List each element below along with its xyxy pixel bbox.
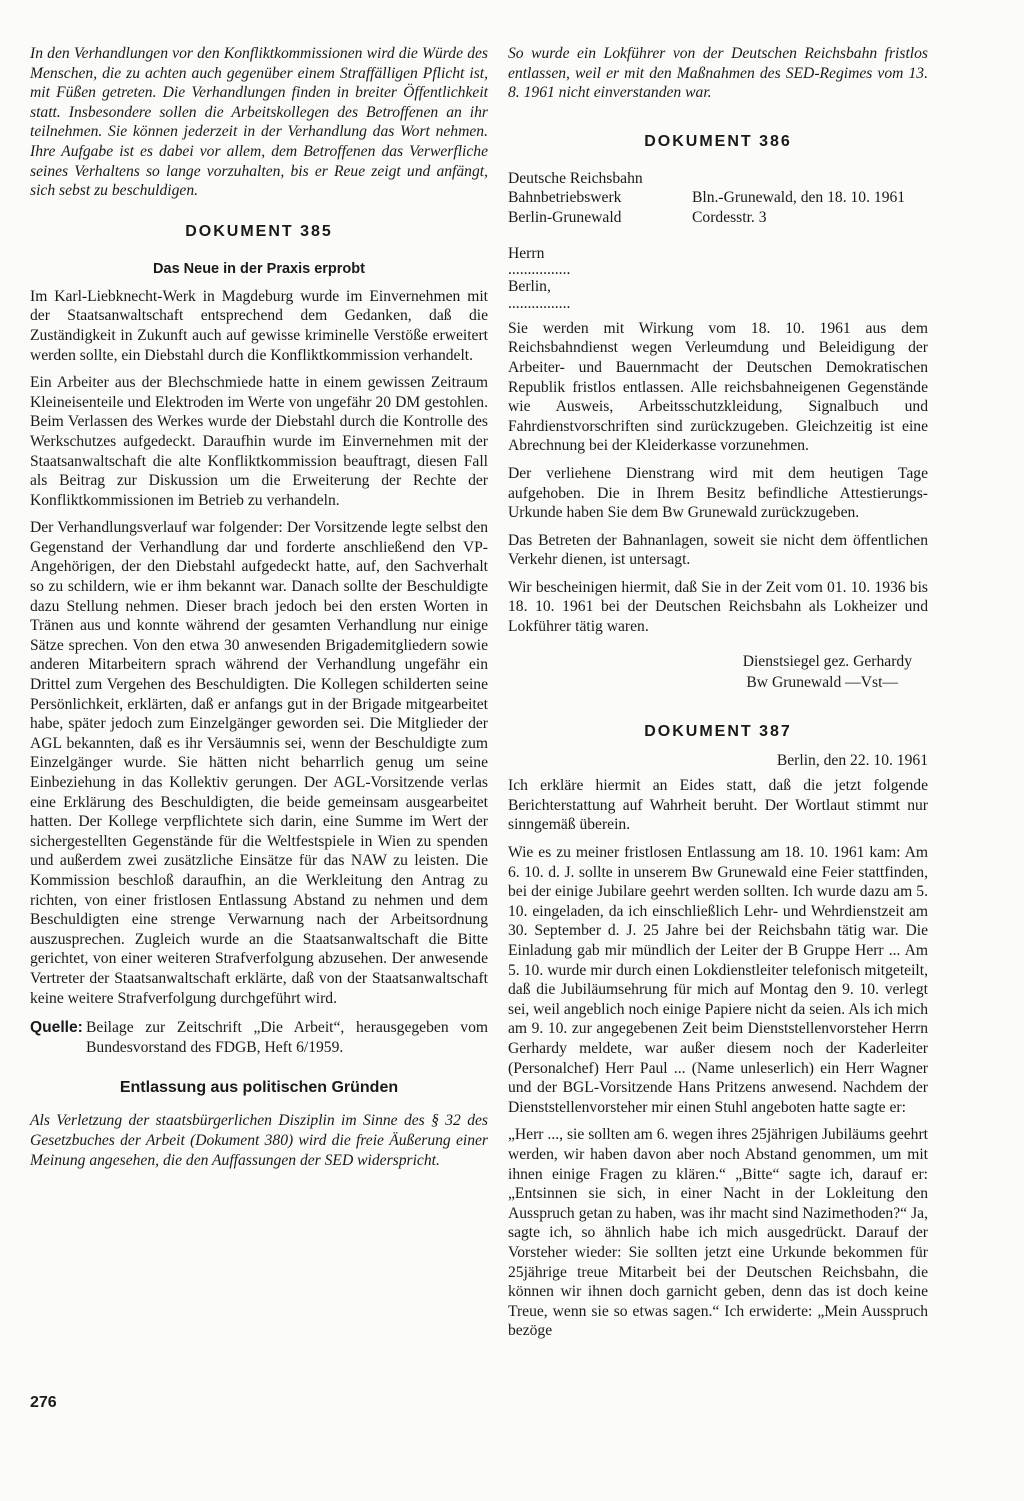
addressee-line: Herrn: [508, 244, 545, 262]
right-column: [508, 44, 928, 1349]
addressee-block: [508, 244, 928, 311]
letterhead: [508, 169, 928, 228]
addressee-line: Berlin,: [508, 278, 551, 296]
dokument-387-heading: DOKUMENT 387: [644, 722, 792, 740]
source-citation: [30, 1018, 488, 1057]
dokument-387-date: Berlin, den 22. 10. 1961: [776, 751, 928, 769]
signature-line: Bw Grunewald —Vst—: [746, 673, 898, 691]
dokument-385-subheading: Das Neue in der Praxis erprobt: [153, 260, 365, 277]
dokument-386-heading: DOKUMENT 386: [644, 132, 792, 150]
intro-paragraph-left: In den Verhandlungen vor den Konfliktkommissionen wird die Würde des Menschen, die zu achten auch gegenüber einem Straffälligen Pflicht ist, mit Füßen getreten. Die Verhandlungen finden in breiter Öffentlichkeit statt. Insbesondere sollen die Arbeitskollegen des Betroffenen an ihr teilnehmen. Sie können jederzeit in der Verhandlung das Wort nehmen. Ihre Aufgabe ist es dabei vor allem, dem Betroffenen das Verwerfliche seines Verhaltens so lange vorzuhalten, bis er Reue zeigt und anfängt, sich sebst zu beschuldigen.: [30, 45, 488, 200]
dokument-386-paragraph-1: Sie werden mit Wirkung vom 18. 10. 1961 aus dem Reichsbahndienst wegen Verleumdung und Beleidigung der Arbeiter- und Bauernmacht der Deutschen Demokratischen Republik fristlos entlassen. Alle reichsbahneigenen Gegenstände wie Ausweis, Arbeitsschutzkleidung, Signalbuch und Fahrdienstvorschriften sind zurückzugeben. Gleichzeitig ist eine Abrechnung bei der Kleiderkasse vorzunehmen.: [508, 319, 928, 455]
source-label: Quelle:: [30, 1019, 83, 1037]
sender-block: [508, 169, 643, 228]
source-text: Beilage zur Zeitschrift „Die Arbeit“, herausgegeben vom Bundesvorstand des FDGB, Heft 6/1959.: [86, 1019, 488, 1056]
dokument-387-paragraph-3: „Herr ..., sie sollten am 6. wegen ihres 25jährigen Jubiläums geehrt werden, wir haben davon aber noch Abstand genommen, um mit ihnen einige Fragen zu klären.“ „Bitte“ sagte ich, darauf er: „Entsinnen sie sich, in einer Nacht in der Lokleitung den Ausspruch getan zu haben, was ihr macht sind Nazimethoden?“ Ja, sagte ich, so ähnlich habe ich mich ausgedrückt. Darauf der Vorsteher wieder: Sie sollten jetzt eine Urkunde bekommen für 25jährige treue Mitarbeit bei der Deutschen Reichsbahn, die können wir ihnen doch garnicht geben, denn das ist doch keine Treue, wenn sie so etwas sagen.“ Ich erwiderte: „Mein Ausspruch bezöge: [508, 1126, 928, 1340]
dokument-385-heading: DOKUMENT 385: [185, 222, 333, 240]
dokument-387-paragraph-2: Wie es zu meiner fristlosen Entlassung am 18. 10. 1961 kam: Am 6. 10. d. J. sollte in unserem Bw Grunewald eine Feier stattfinden, bei der einige Jubilare geehrt werden sollten. Ich wurde dazu am 5. 10. eingeladen, da ich einschließlich Lehr- und Wehrdienstzeit am 30. September d. J. 25 Jahre bei der Reichsbahn tätig war. Die Einladung gab mir mündlich der Leiter der B Gruppe Herr ... Am 5. 10. wurde mir durch einen Lokdienstleiter telefonisch mitgeteilt, daß die Jubiläumsehrung für mich auf Montag den 9. 10. verlegt sei, weil angeblich noch einige Papiere nicht da seien. Als ich mich am 9. 10. zur angegebenen Zeit beim Dienststellenvorsteher Herrn Gerhardy meldete, war außer diesem noch der Kaderleiter (Personalchef) Herr Paul ... (Name unleserlich) ein Herr Wagner und der BGL-Vorsitzende Hans Pritzens anwesend. Nachdem der Dienststellenvorsteher mir einen Stuhl angeboten hatte sagte er:: [508, 844, 928, 1116]
addressee-line: ................: [508, 294, 571, 312]
left-column: [30, 44, 488, 1178]
signature-line: Dienstsiegel gez. Gerhardy: [742, 652, 912, 670]
page-number: 276: [30, 1394, 57, 1411]
intro-paragraph-right: So wurde ein Lokführer von der Deutschen Reichsbahn fristlos entlassen, weil er mit den Maßnahmen des SED-Regimes vom 13. 8. 1961 nicht einverstanden war.: [508, 45, 928, 102]
place-date-block: [692, 169, 928, 228]
dokument-386-paragraph-4: Wir bescheinigen hiermit, daß Sie in der Zeit vom 01. 10. 1936 bis 18. 10. 1961 bei der Deutschen Reichsbahn als Lokheizer und Lokführer tätig waren.: [508, 578, 928, 636]
sender-line: Bahnbetriebswerk: [508, 189, 622, 207]
dokument-386-paragraph-3: Das Betreten der Bahnanlagen, soweit sie nicht dem öffentlichen Verkehr dienen, ist untersagt.: [508, 531, 928, 569]
section-intro-paragraph: Als Verletzung der staatsbürgerlichen Disziplin im Sinne des § 32 des Gesetzbuches der Arbeit (Dokument 380) wird die freie Äußerung einer Meinung angesehen, die den Auffassungen der SED widerspricht.: [30, 1112, 488, 1169]
dokument-386-paragraph-2: Der verliehene Dienstrang wird mit dem heutigen Tage aufgehoben. Die in Ihrem Besitz befindliche Attestierungs-Urkunde haben Sie dem Bw Grunewald zurückzugeben.: [508, 464, 928, 522]
dokument-385-paragraph-2: Ein Arbeiter aus der Blechschmiede hatte in einem gewissen Zeitraum Kleineisenteile und Elektroden im Werte von ungefähr 20 DM gestohlen. Beim Verlassen des Werkes wurde der Diebstahl durch die Kontrolle des Werkschutzes aufgedeckt. Daraufhin wurde im Einvernehmen mit der Staatsanwaltschaft die alte Konfliktkommission beauftragt, diesen Fall als Beitrag zur Diskussion um die Erweiterung der Rechte der Konfliktkommissionen im Betrieb zu verhandeln.: [30, 374, 488, 509]
addressee-line: ................: [508, 261, 571, 279]
signature-block: [508, 651, 928, 693]
dokument-387-paragraph-1: Ich erkläre hiermit an Eides statt, daß die jetzt folgende Berichterstattung auf Wahrheit beruht. Der Wortlaut stimmt nur sinngemäß überein.: [508, 777, 928, 834]
dokument-385-paragraph-1: Im Karl-Liebknecht-Werk in Magdeburg wurde im Einvernehmen mit der Staatsanwaltschaft entsprechend dem Gedanken, daß die Zuständigkeit in Zukunft auch auf gewisse kriminelle Verstöße erweitert werden sollte, ein Diebstahl durch die Konfliktkommission verhandelt.: [30, 287, 488, 364]
place-date-line: [692, 169, 928, 189]
section-heading-political-dismissal: Entlassung aus politischen Gründen: [119, 1079, 399, 1097]
place-date-line: Bln.-Grunewald, den 18. 10. 1961: [692, 189, 906, 207]
sender-line: Berlin-Grunewald: [508, 208, 622, 226]
dokument-385-paragraph-3: Der Verhandlungsverlauf war folgender: Der Vorsitzende legte selbst den Gegenstand der Verhandlung dar und forderte anschließend den VP-Angehörigen, der den Diebstahl aufgedeckt hatte, auf, den Sachverhalt so zu schildern, wie er ihm bekannt war. Danach sollte der Beschuldigte dazu Stellung nehmen. Dieser brach jedoch bei den ersten Worten in Tränen aus und konnte während der gesamten Verhandlung nur einige Sätze sprechen. Von den etwa 30 anwesenden Brigademitgliedern sowie anderen Mitarbeitern sprach während der Verhandlung ungefähr ein Drittel zum Vergehen des Beschuldigten. Die Kollegen schilderten seine Persönlichkeit, erklärten, daß er anfangs gut in der Brigade mitgearbeitet habe, später jedoch zum Einzelgänger geworden sei. Die Mitglieder der AGL bekannten, daß es ihr Versäumnis sei, wenn der Beschuldigte zum Einzelgänger wurde. Sie hätten nicht beharrlich genug um seine Einbeziehung in das Kollektiv gerungen. Der AGL-Vorsitzende verlas eine Erklärung des Beschuldigten, die beide gemeinsam ausgearbeitet hatten. Der Kollege verpflichtete sich darin, eine Summe im Wert der sichergestellten Gegenstände für die Weltfestspiele in Wien zu spenden und außerdem zwei zusätzliche Einsätze für das NAW zu leisten. Die Kommission beschloß daraufhin, an die Werkleitung den Antrag zu richten, von einer fristlosen Entlassung Abstand zu nehmen und dem Beschuldigten eine strenge Verwarnung nach der Arbeitsordnung auszusprechen. Zugleich wurde an die Staatsanwaltschaft die Bitte gerichtet, von einer weiteren Strafverfolgung abzusehen. Der anwesende Vertreter der Staatsanwaltschaft erklärte, daß von der Staatsanwaltschaft keine weitere Strafverfolgung durchgeführt wird.: [30, 519, 488, 1007]
sender-line: Deutsche Reichsbahn: [508, 169, 643, 187]
place-date-line: Cordesstr. 3: [692, 208, 767, 226]
